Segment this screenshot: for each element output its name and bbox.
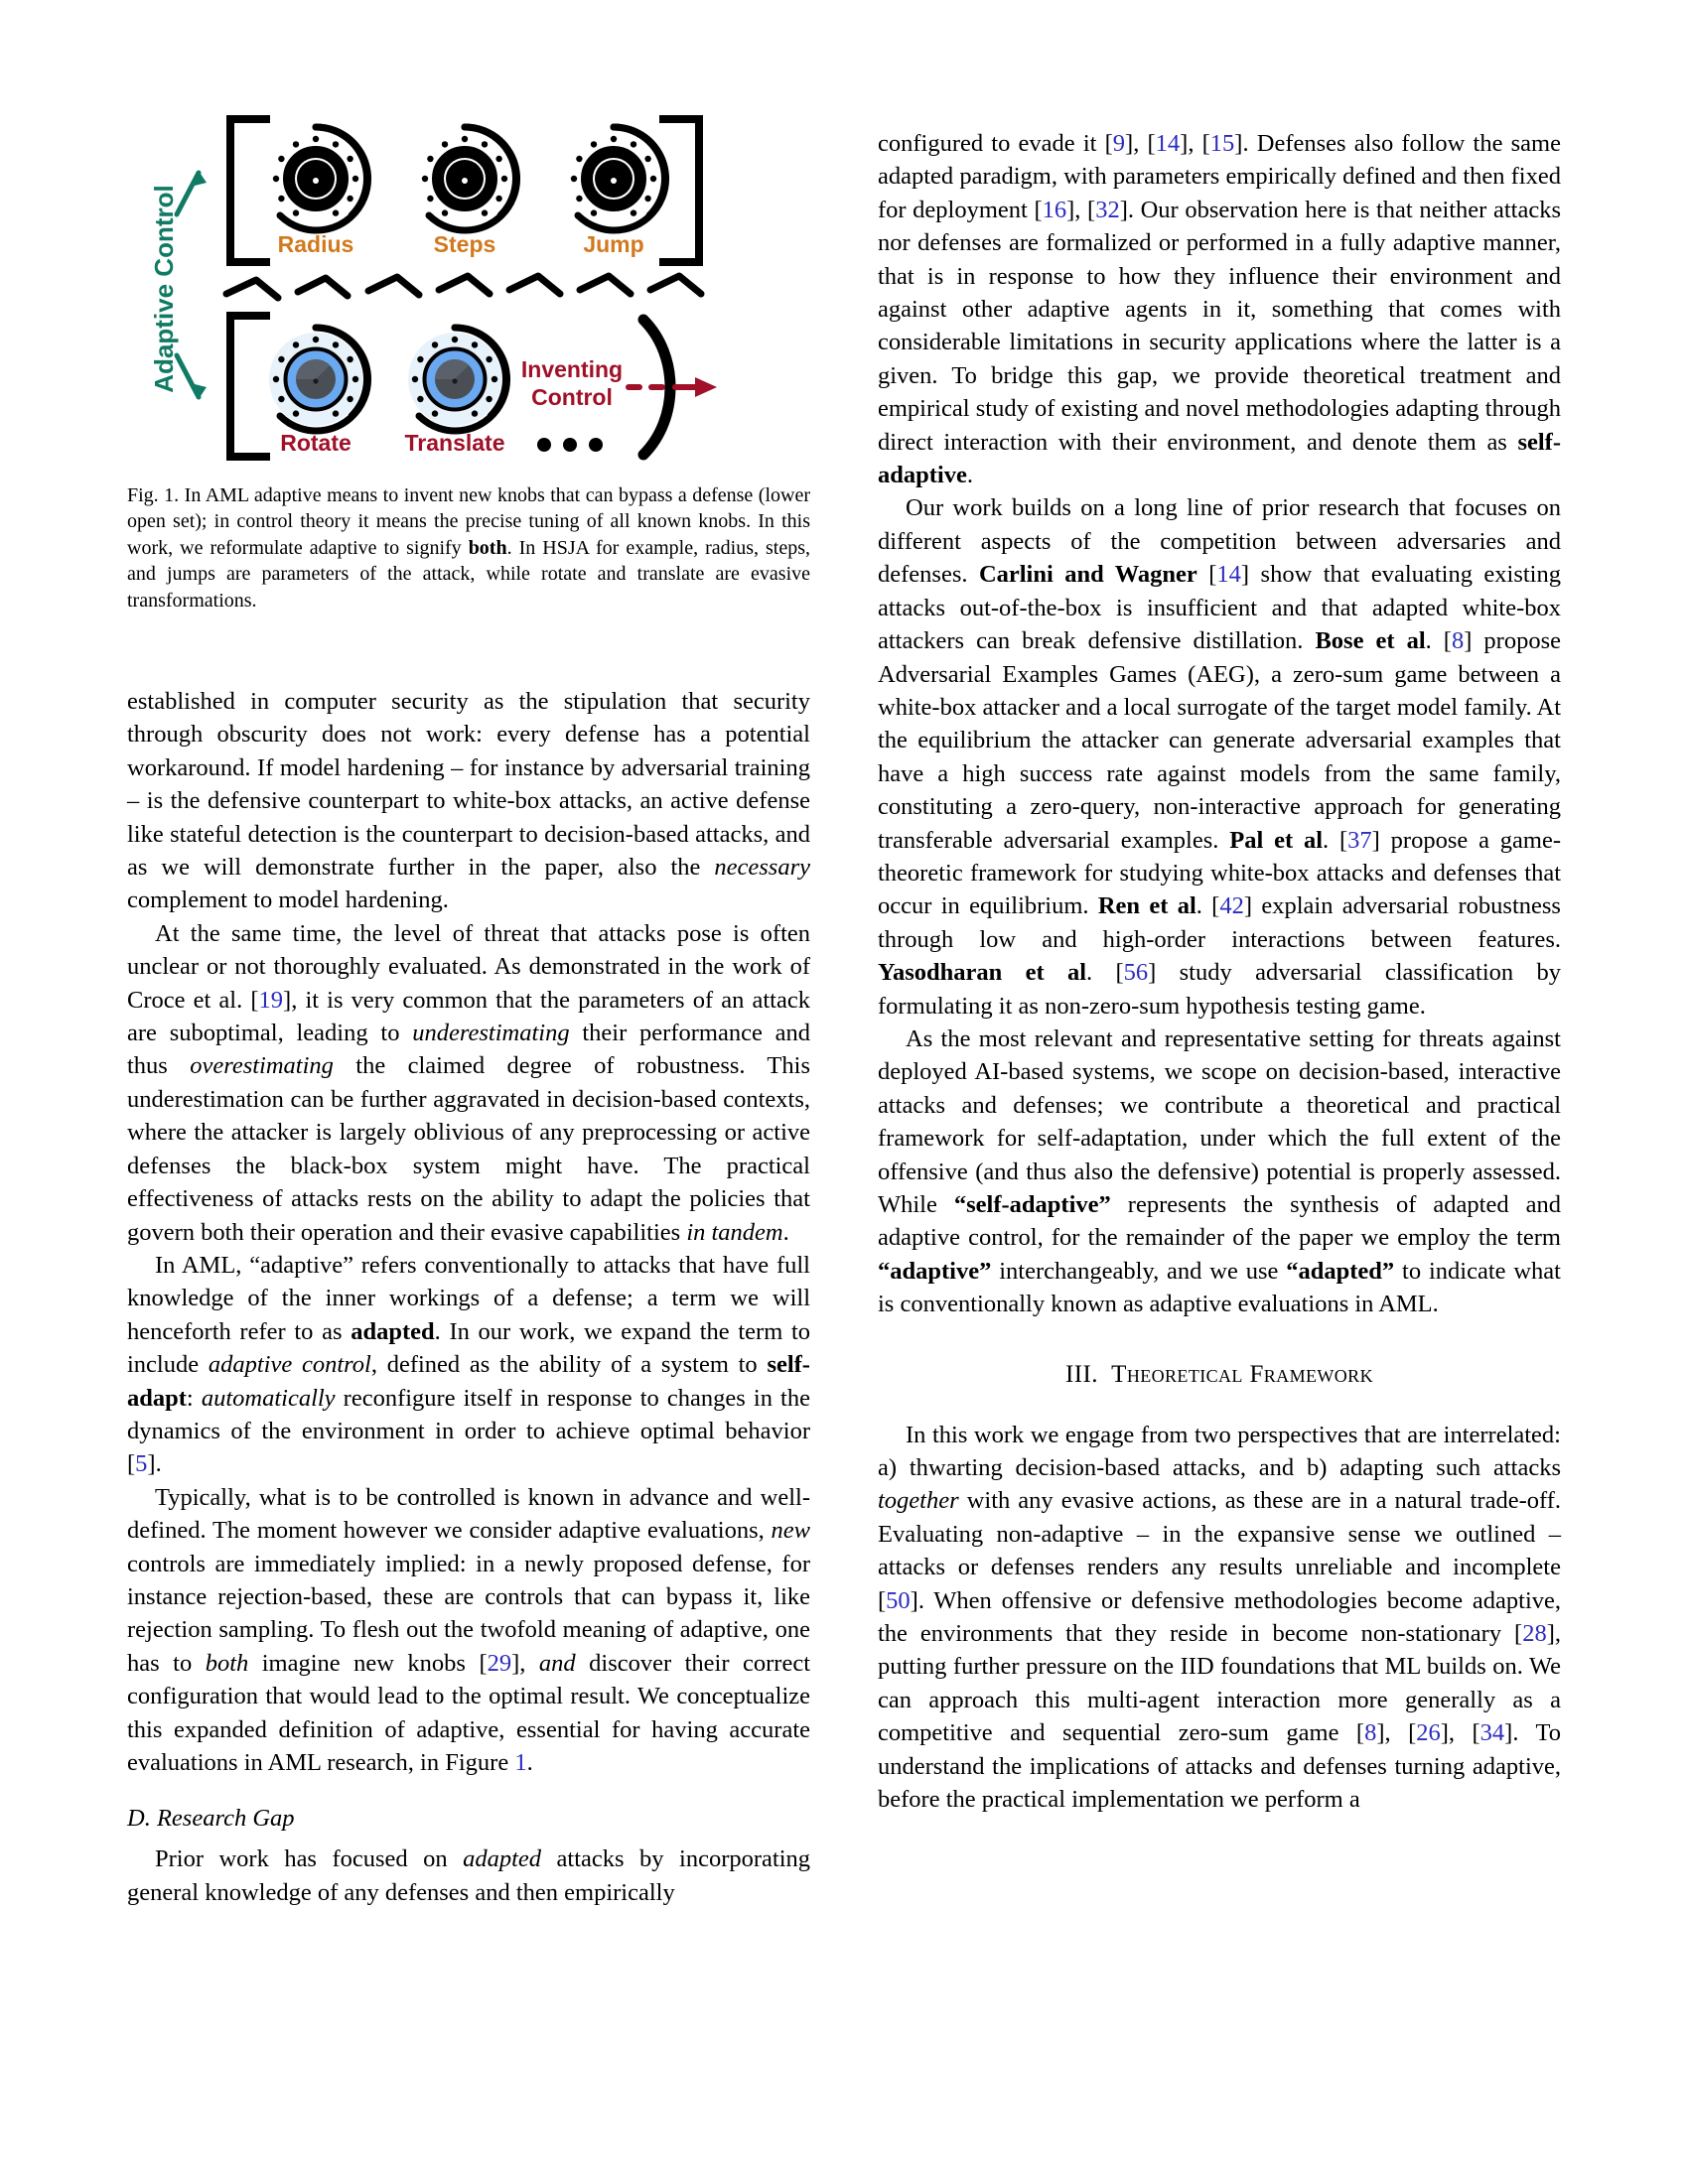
citation-ref[interactable]: 26 bbox=[1416, 1719, 1441, 1747]
paragraph-left-4 bbox=[127, 1481, 810, 1780]
text-run: Typically, what is to be controlled is known in advance and well-defined. The moment however we consider adaptive evaluations, bbox=[127, 1483, 810, 1545]
citation-ref[interactable]: 15 bbox=[1209, 130, 1235, 157]
emphasis-run: in tandem bbox=[686, 1218, 783, 1246]
text-run: ] show that evaluating existing attacks out-of-the-box is insufficient and that adapted white-box attackers can break defensive distillation. bbox=[878, 561, 1561, 655]
text-run: attacks by incorporating general knowledge of any defenses and then empirically bbox=[127, 1845, 810, 1906]
text-run: In AML, “adaptive” refers conventionally to attacks that have full knowledge of the inner workings of a defense; a term we will henceforth refer to as bbox=[127, 1251, 810, 1345]
text-run: . bbox=[782, 1218, 789, 1246]
figure-caption-bold-1: both bbox=[468, 536, 507, 559]
paragraph-left-3 bbox=[127, 1249, 810, 1481]
adaptive-control-knobs-diagram bbox=[127, 95, 810, 469]
citation-ref[interactable]: 37 bbox=[1347, 826, 1372, 854]
inventing-control-label-line2: Control bbox=[531, 384, 613, 410]
text-run: ] propose Adversarial Examples Games (AEG), a zero-sum game between a white-box attacker and a local surrogate of the target model family. At the equilibrium the attacker can generate adversarial examples that have a high success rate against models from the same family, constituting a zero-query, non-interactive approach for generating transferable adversarial examples. bbox=[878, 627, 1561, 854]
emphasis-run: both bbox=[205, 1649, 249, 1677]
text-run: . [ bbox=[1196, 892, 1220, 920]
text-run: to indicate what is conventionally known as adaptive evaluations in AML. bbox=[878, 1257, 1561, 1318]
text-run: : bbox=[186, 1384, 202, 1412]
text-run: with any evasive actions, as these are in a natural trade-off. Evaluating non-adaptive – in the expansive sense we outlined – attacks or defenses renders any results unreliable and incomplete [ bbox=[878, 1487, 1561, 1614]
text-run: ], [ bbox=[1180, 130, 1210, 157]
strong-run: “self-adaptive” bbox=[953, 1191, 1111, 1218]
citation-ref[interactable]: 32 bbox=[1095, 196, 1120, 223]
text-run: . [ bbox=[1323, 826, 1348, 854]
text-run: . [ bbox=[1086, 959, 1124, 987]
text-run: [ bbox=[1196, 561, 1217, 589]
text-run: ], bbox=[511, 1649, 539, 1677]
adaptive-control-label: Adaptive Control bbox=[149, 185, 179, 393]
text-run: ] explain adversarial robustness through low and high-order interactions between features. bbox=[878, 892, 1561, 953]
citation-ref[interactable]: 28 bbox=[1522, 1620, 1547, 1648]
text-run: ], [ bbox=[1125, 130, 1156, 157]
text-run: ], it is very common that the parameters of an attack are suboptimal, leading to bbox=[127, 986, 810, 1047]
emphasis-run: underestimating bbox=[412, 1020, 570, 1047]
text-run: complement to model hardening. bbox=[127, 887, 449, 914]
text-run: ]. Our observation here is that neither attacks nor defenses are formalized or performed in a fully adaptive manner, that is in response to how they influence their environment and against other adaptive agents in it, something that comes with considerable limitations in security applications where the latter is a given. To bridge this gap, we provide theoretical treatment and empirical study of existing and novel methodologies adapting through direct interaction with their environment, and denote them as bbox=[878, 196, 1561, 456]
paragraph-left-5 bbox=[127, 1843, 810, 1909]
citation-ref[interactable]: 56 bbox=[1123, 959, 1149, 987]
citation-ref[interactable]: 14 bbox=[1155, 130, 1181, 157]
subsection-heading-research-gap: D. Research Gap bbox=[127, 1805, 295, 1833]
knob-label-rotate: Rotate bbox=[280, 430, 352, 456]
paragraph-right-1 bbox=[878, 127, 1561, 491]
emphasis-run: adaptive control bbox=[208, 1351, 371, 1379]
emphasis-run: new bbox=[771, 1517, 810, 1545]
inventing-control-label-line1: Inventing bbox=[520, 356, 624, 382]
emphasis-run: adapted bbox=[463, 1845, 542, 1873]
text-run: ], putting further pressure on the IID foundations that ML builds on. We can approach this multi-agent interaction more generally as a competitive and sequential zero-sum game [ bbox=[878, 1620, 1561, 1747]
text-run: ]. When offensive or defensive methodologies become adaptive, the environments that they reside in become non-stationary [ bbox=[878, 1586, 1561, 1648]
knob-label-translate: Translate bbox=[404, 430, 505, 456]
citation-ref[interactable]: 8 bbox=[1364, 1719, 1377, 1747]
text-run: controls are immediately implied: in a newly proposed defense, for instance rejection-based, these are controls that can bypass it, like rejection sampling. To flesh out the twofold meaning of adaptive, one has to bbox=[127, 1550, 810, 1677]
paragraph-right-2 bbox=[878, 491, 1561, 1023]
citation-ref[interactable]: 5 bbox=[135, 1450, 148, 1478]
text-run: ], [ bbox=[1440, 1719, 1480, 1747]
figure-ref[interactable]: 1 bbox=[514, 1749, 527, 1776]
emphasis-run: overestimating bbox=[190, 1052, 334, 1080]
strong-run: self-adaptive bbox=[878, 428, 1561, 489]
section-number: III. bbox=[1065, 1360, 1098, 1388]
figure-caption-label: Fig. 1. bbox=[127, 484, 180, 506]
text-run: At the same time, the level of threat that attacks pose is often unclear or not thoroughly evaluated. As demonstrated in the work of Croce et al. [ bbox=[127, 919, 810, 1014]
strong-run: Yasodharan et al bbox=[878, 959, 1087, 987]
text-run: In this work we engage from two perspectives that are interrelated: a) thwarting decision-based attacks, and b) adapting such attacks bbox=[878, 1421, 1561, 1482]
paragraph-right-3 bbox=[878, 1023, 1561, 1321]
citation-ref[interactable]: 42 bbox=[1219, 892, 1244, 920]
citation-ref[interactable]: 8 bbox=[1451, 627, 1465, 655]
emphasis-run: together bbox=[878, 1487, 959, 1515]
section-heading-theoretical-framework bbox=[878, 1361, 1561, 1389]
text-run: , defined as the ability of a system to bbox=[370, 1351, 768, 1379]
citation-ref[interactable]: 19 bbox=[258, 986, 284, 1014]
paragraph-left-1 bbox=[127, 685, 810, 917]
strong-run: Pal et al bbox=[1229, 826, 1324, 854]
text-run: . bbox=[526, 1749, 533, 1776]
strong-run: Carlini and Wagner bbox=[978, 561, 1197, 589]
knob-label-jump: Jump bbox=[583, 231, 644, 257]
strong-run: Ren et al bbox=[1097, 892, 1196, 920]
citation-ref[interactable]: 16 bbox=[1042, 196, 1067, 223]
text-run: ], [ bbox=[1376, 1719, 1417, 1747]
strong-run: self-adapt bbox=[127, 1351, 810, 1412]
section-title: Theoretical Framework bbox=[1111, 1360, 1373, 1388]
text-run: ]. bbox=[147, 1450, 162, 1478]
citation-ref[interactable]: 14 bbox=[1216, 561, 1241, 589]
text-run: Our work builds on a long line of prior research that focuses on different aspects of the competition between adversaries and defenses. bbox=[878, 494, 1561, 589]
emphasis-run: and bbox=[538, 1649, 576, 1677]
right-column bbox=[878, 127, 1561, 1817]
ellipsis-dots bbox=[537, 438, 603, 452]
text-run: ], [ bbox=[1066, 196, 1096, 223]
text-run: ] propose a game-theoretic framework for studying white-box attacks and defenses that occur in equilibrium. bbox=[878, 826, 1561, 920]
text-run: discover their correct configuration that would lead to the optimal result. We conceptualize this expanded definition of adaptive, essential for having accurate evaluations in AML research, in Figure bbox=[127, 1649, 810, 1776]
emphasis-run: automatically bbox=[201, 1384, 336, 1412]
text-run: . In our work, we expand the term to include bbox=[127, 1317, 811, 1379]
text-run: their performance and thus bbox=[127, 1020, 810, 1080]
text-run: configured to evade it [ bbox=[878, 130, 1113, 157]
figure-1-image bbox=[127, 95, 810, 469]
text-run: represents the synthesis of adapted and adaptive control, for the remainder of the paper we employ the term bbox=[878, 1191, 1561, 1252]
paragraph-right-4 bbox=[878, 1419, 1561, 1817]
paragraph-left-2 bbox=[127, 917, 810, 1249]
figure-caption-text-2: . In HSJA for example, radius, steps, and jumps are parameters of the attack, while rotate and translate are evasive transformations. bbox=[127, 536, 811, 612]
text-run: imagine new knobs [ bbox=[248, 1649, 488, 1677]
strong-run: “adapted” bbox=[1286, 1257, 1395, 1285]
citation-ref[interactable]: 50 bbox=[886, 1586, 911, 1614]
text-run: ] study adversarial classification by formulating it as non-zero-sum hypothesis testing game. bbox=[878, 959, 1561, 1020]
text-run: . bbox=[966, 462, 973, 489]
text-run: . [ bbox=[1425, 627, 1452, 655]
citation-ref[interactable]: 9 bbox=[1112, 130, 1126, 157]
text-run: established in computer security as the stipulation that security through obscurity does not work: every defense has a potential workaround. If model hardening – for instance by adversarial training – is the defensive counterpart to white-box attacks, an active defense like stateful detection is the counterpart to decision-based attacks, and as we will demonstrate further in the paper, also the bbox=[127, 688, 810, 882]
figure-caption-text-1: In AML adaptive means to invent new knobs that can bypass a defense (lower open set); in control theory it means the precise tuning of all known knobs. In this work, we reformulate adaptive to signify bbox=[127, 484, 810, 559]
text-run: interchangeably, and we use bbox=[991, 1257, 1287, 1285]
text-run: the claimed degree of robustness. This underestimation can be further aggravated in decision-based contexts, where the attacker is largely oblivious of any preprocessing or active defenses the black-box system might have. The practical effectiveness of attacks rests on the ability to adapt the policies that govern both their operation and their evasive capabilities bbox=[127, 1052, 810, 1246]
left-column bbox=[127, 685, 810, 1909]
emphasis-run: necessary bbox=[714, 854, 810, 882]
citation-ref[interactable]: 34 bbox=[1479, 1719, 1505, 1747]
text-run: ]. Defenses also follow the same adapted paradigm, with parameters empirically defined and then fixed for deployment [ bbox=[878, 130, 1561, 223]
citation-ref[interactable]: 29 bbox=[487, 1649, 512, 1677]
text-run: ]. To understand the implications of attacks and defenses turning adaptive, before the practical implementation we perform a bbox=[878, 1719, 1561, 1814]
text-run: reconfigure itself in response to changes in the dynamics of the environment in order to achieve optimal behavior [ bbox=[127, 1384, 810, 1478]
knob-label-steps: Steps bbox=[433, 231, 496, 257]
strong-run: “adaptive” bbox=[878, 1257, 992, 1285]
knob-label-radius: Radius bbox=[277, 231, 354, 257]
figure-1-caption bbox=[127, 482, 810, 614]
strong-run: adapted bbox=[351, 1317, 435, 1345]
strong-run: Bose et al bbox=[1315, 627, 1426, 655]
figure-1-block bbox=[127, 95, 810, 614]
text-run: As the most relevant and representative setting for threats against deployed AI-based systems, we scope on decision-based, interactive attacks and defenses; we contribute a theoretical and practical framework for self-adaptation, under which the full extent of the offensive (and thus also the defensive) potential is properly assessed. While bbox=[878, 1024, 1561, 1218]
text-run: Prior work has focused on bbox=[155, 1845, 464, 1873]
